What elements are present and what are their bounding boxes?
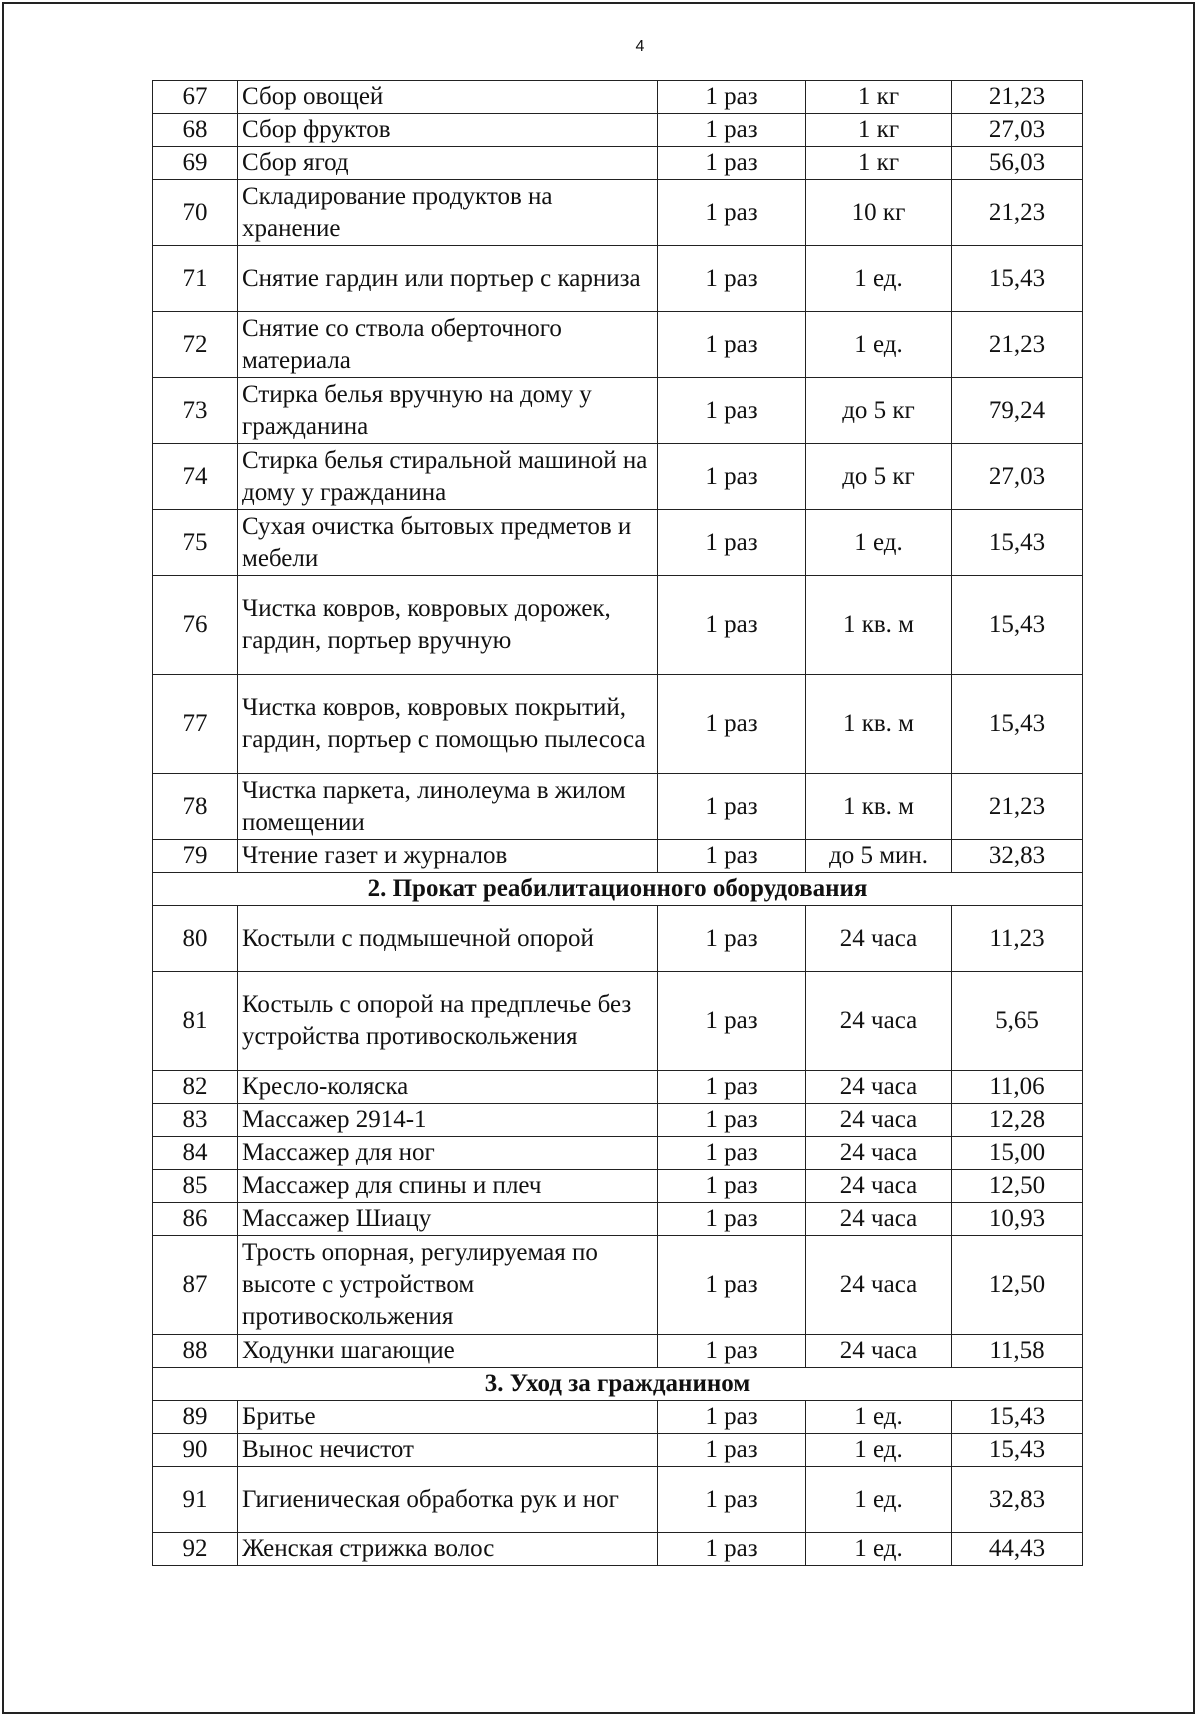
table-row (153, 840, 1083, 873)
section-title: 3. Уход за гражданином (153, 1368, 1083, 1401)
service-frequency: 1 раз (658, 444, 806, 510)
service-unit: 1 ед. (806, 510, 952, 576)
service-unit: 24 часа (806, 1236, 952, 1335)
service-name: Массажер для спины и плеч (238, 1170, 658, 1203)
service-name: Складирование продуктов на хранение (238, 180, 658, 246)
table-body (153, 81, 1083, 1566)
table-row (153, 906, 1083, 972)
table-row (153, 246, 1083, 312)
service-frequency: 1 раз (658, 1335, 806, 1368)
service-name: Чтение газет и журналов (238, 840, 658, 873)
table-row (153, 1434, 1083, 1467)
service-price: 56,03 (952, 147, 1083, 180)
service-unit: 1 ед. (806, 1467, 952, 1533)
row-number: 81 (153, 972, 238, 1071)
service-price: 32,83 (952, 840, 1083, 873)
service-frequency: 1 раз (658, 1137, 806, 1170)
service-unit: 1 кг (806, 114, 952, 147)
service-name: Стирка белья вручную на дому у гражданина (238, 378, 658, 444)
row-number: 76 (153, 576, 238, 675)
service-unit: 1 ед. (806, 1434, 952, 1467)
service-price: 10,93 (952, 1203, 1083, 1236)
row-number: 74 (153, 444, 238, 510)
service-unit: 1 кг (806, 147, 952, 180)
service-unit: 1 кг (806, 81, 952, 114)
table-row (153, 1170, 1083, 1203)
service-price: 79,24 (952, 378, 1083, 444)
service-name: Ходунки шагающие (238, 1335, 658, 1368)
service-frequency: 1 раз (658, 114, 806, 147)
row-number: 87 (153, 1236, 238, 1335)
service-frequency: 1 раз (658, 246, 806, 312)
service-unit: 24 часа (806, 972, 952, 1071)
service-price: 11,06 (952, 1071, 1083, 1104)
row-number: 72 (153, 312, 238, 378)
service-price: 11,58 (952, 1335, 1083, 1368)
service-price: 11,23 (952, 906, 1083, 972)
table-row (153, 675, 1083, 774)
row-number: 89 (153, 1401, 238, 1434)
service-frequency: 1 раз (658, 1203, 806, 1236)
service-price: 27,03 (952, 444, 1083, 510)
service-price: 15,43 (952, 246, 1083, 312)
service-frequency: 1 раз (658, 1071, 806, 1104)
service-price: 12,28 (952, 1104, 1083, 1137)
service-name: Снятие со ствола оберточного материала (238, 312, 658, 378)
service-price: 12,50 (952, 1236, 1083, 1335)
service-unit: 24 часа (806, 1071, 952, 1104)
table-row (153, 444, 1083, 510)
row-number: 73 (153, 378, 238, 444)
service-frequency: 1 раз (658, 1434, 806, 1467)
table-row (153, 114, 1083, 147)
service-price: 32,83 (952, 1467, 1083, 1533)
table-row (153, 510, 1083, 576)
section-title: 2. Прокат реабилитационного оборудования (153, 873, 1083, 906)
table-row (153, 312, 1083, 378)
service-unit: 24 часа (806, 906, 952, 972)
service-price: 15,43 (952, 1434, 1083, 1467)
row-number: 80 (153, 906, 238, 972)
service-price: 21,23 (952, 774, 1083, 840)
service-frequency: 1 раз (658, 906, 806, 972)
table-row (153, 576, 1083, 675)
table-row (153, 1533, 1083, 1566)
service-frequency: 1 раз (658, 675, 806, 774)
service-name: Чистка ковров, ковровых дорожек, гардин, портьер вручную (238, 576, 658, 675)
service-frequency: 1 раз (658, 576, 806, 675)
service-name: Сухая очистка бытовых предметов и мебели (238, 510, 658, 576)
service-frequency: 1 раз (658, 180, 806, 246)
service-frequency: 1 раз (658, 840, 806, 873)
row-number: 79 (153, 840, 238, 873)
service-unit: 1 ед. (806, 312, 952, 378)
table-row (153, 1401, 1083, 1434)
service-name: Массажер для ног (238, 1137, 658, 1170)
row-number: 85 (153, 1170, 238, 1203)
row-number: 86 (153, 1203, 238, 1236)
row-number: 91 (153, 1467, 238, 1533)
service-frequency: 1 раз (658, 147, 806, 180)
service-price: 15,00 (952, 1137, 1083, 1170)
service-name: Снятие гардин или портьер с карниза (238, 246, 658, 312)
service-price: 15,43 (952, 510, 1083, 576)
service-name: Чистка ковров, ковровых покрытий, гардин, портьер с помощью пылесоса (238, 675, 658, 774)
service-price: 12,50 (952, 1170, 1083, 1203)
service-unit: до 5 кг (806, 378, 952, 444)
row-number: 78 (153, 774, 238, 840)
row-number: 77 (153, 675, 238, 774)
service-name: Кресло-коляска (238, 1071, 658, 1104)
service-frequency: 1 раз (658, 81, 806, 114)
row-number: 75 (153, 510, 238, 576)
service-price: 15,43 (952, 576, 1083, 675)
service-price: 5,65 (952, 972, 1083, 1071)
service-unit: 24 часа (806, 1137, 952, 1170)
table-row (153, 378, 1083, 444)
table-row (153, 1203, 1083, 1236)
service-price: 21,23 (952, 180, 1083, 246)
service-name: Женская стрижка волос (238, 1533, 658, 1566)
table-row (153, 774, 1083, 840)
table-row (153, 180, 1083, 246)
service-unit: 24 часа (806, 1203, 952, 1236)
service-unit: 1 кв. м (806, 576, 952, 675)
service-frequency: 1 раз (658, 1401, 806, 1434)
service-price: 44,43 (952, 1533, 1083, 1566)
service-name: Трость опорная, регулируемая по высоте с устройством противоскольжения (238, 1236, 658, 1335)
row-number: 71 (153, 246, 238, 312)
row-number: 68 (153, 114, 238, 147)
row-number: 88 (153, 1335, 238, 1368)
service-frequency: 1 раз (658, 972, 806, 1071)
service-name: Костыли с подмышечной опорой (238, 906, 658, 972)
section-header-row (153, 1368, 1083, 1401)
service-unit: 24 часа (806, 1170, 952, 1203)
service-name: Чистка паркета, линолеума в жилом помещении (238, 774, 658, 840)
service-price: 15,43 (952, 1401, 1083, 1434)
service-frequency: 1 раз (658, 1104, 806, 1137)
service-name: Стирка белья стиральной машиной на дому у гражданина (238, 444, 658, 510)
service-name: Гигиеническая обработка рук и ног (238, 1467, 658, 1533)
service-name: Сбор ягод (238, 147, 658, 180)
service-name: Сбор овощей (238, 81, 658, 114)
service-unit: до 5 мин. (806, 840, 952, 873)
row-number: 84 (153, 1137, 238, 1170)
service-price: 21,23 (952, 81, 1083, 114)
service-unit: до 5 кг (806, 444, 952, 510)
table-row (153, 1236, 1083, 1335)
table-row (153, 1137, 1083, 1170)
page-number: 4 (635, 38, 645, 55)
table-row (153, 1071, 1083, 1104)
service-frequency: 1 раз (658, 510, 806, 576)
section-header-row (153, 873, 1083, 906)
row-number: 70 (153, 180, 238, 246)
service-price: 15,43 (952, 675, 1083, 774)
services-price-table (152, 80, 1083, 1566)
service-name: Сбор фруктов (238, 114, 658, 147)
table-row (153, 1104, 1083, 1137)
table-row (153, 1467, 1083, 1533)
service-price: 27,03 (952, 114, 1083, 147)
service-unit: 1 ед. (806, 1533, 952, 1566)
service-unit: 24 часа (806, 1335, 952, 1368)
service-name: Массажер Шиацу (238, 1203, 658, 1236)
service-frequency: 1 раз (658, 774, 806, 840)
service-frequency: 1 раз (658, 1467, 806, 1533)
service-unit: 24 часа (806, 1104, 952, 1137)
service-frequency: 1 раз (658, 1170, 806, 1203)
service-unit: 1 кв. м (806, 675, 952, 774)
service-unit: 1 кв. м (806, 774, 952, 840)
table-row (153, 81, 1083, 114)
row-number: 69 (153, 147, 238, 180)
row-number: 67 (153, 81, 238, 114)
service-frequency: 1 раз (658, 1236, 806, 1335)
service-unit: 10 кг (806, 180, 952, 246)
service-name: Костыль с опорой на предплечье без устройства противоскольжения (238, 972, 658, 1071)
row-number: 92 (153, 1533, 238, 1566)
service-frequency: 1 раз (658, 1533, 806, 1566)
table-row (153, 1335, 1083, 1368)
row-number: 83 (153, 1104, 238, 1137)
row-number: 90 (153, 1434, 238, 1467)
service-frequency: 1 раз (658, 378, 806, 444)
table-row (153, 972, 1083, 1071)
row-number: 82 (153, 1071, 238, 1104)
service-name: Массажер 2914-1 (238, 1104, 658, 1137)
service-name: Бритье (238, 1401, 658, 1434)
service-frequency: 1 раз (658, 312, 806, 378)
service-unit: 1 ед. (806, 1401, 952, 1434)
service-price: 21,23 (952, 312, 1083, 378)
table-row (153, 147, 1083, 180)
service-name: Вынос нечистот (238, 1434, 658, 1467)
service-unit: 1 ед. (806, 246, 952, 312)
